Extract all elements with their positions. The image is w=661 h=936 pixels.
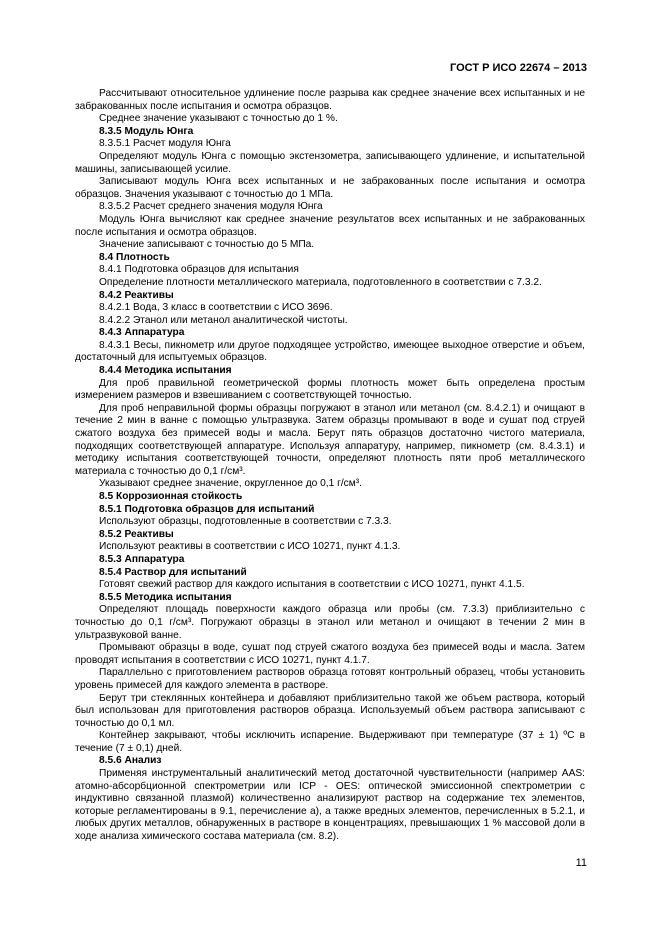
paragraph: Среднее значение указывают с точностью до 1 %. [99,113,338,125]
section-heading: 8.3.5 Модуль Юнга [99,125,194,137]
paragraph: Записывают модуль Юнга всех испытанных и не забракованных после испытания и осмотра образцов. Значения указывают с точностью до 1 МПа. [75,176,585,200]
paragraph: 8.3.5.1 Расчет модуля Юнга [99,138,231,150]
paragraph: Определяют площадь поверхности каждого образца или пробы (см. 7.3.3) приблизительно с точностью до 0,1 г/см³. Погружают образцы в этанол или метанол и очищают в течении 2 мин в ультразвуковой ванне. [75,604,585,641]
section-heading: 8.5 Коррозионная стойкость [99,491,243,502]
section-heading: 8.4.2 Реактивы [99,289,174,301]
paragraph: Используют образцы, подготовленные в соответствии с 7.3.3. [99,516,392,528]
section-heading: 8.5.3 Аппаратура [99,553,185,565]
paragraph: Модуль Юнга вычисляют как среднее значение результатов всех испытанных и не забракованных после испытания и осмотра образцов. [75,213,585,238]
section-heading: 8.4.3 Аппаратура [99,327,185,339]
section-heading: 8.5.4 Раствор для испытаний [99,566,247,578]
paragraph: Для проб неправильной формы образцы погружают в этанол или метанол (см. 8.4.2.1) и очищают в течение 2 мин в ванне с помощью ультразвука. Затем образцы промывают в воде и сушат под струей сжатого воздуха без примесей воды и масла. Берут пять образцов достаточно чистого материала, подходящих соответствующей аппаратуре. Используя аппаратуру, например, пикнометр (см. 8.4.3.1) и методику испытания соответствующей точности, определяют плотность пяти проб металлического материала с точностью до 0,1 г/см³. [75,402,585,477]
document-body [75,88,585,844]
paragraph: Берут три стеклянных контейнера и добавляют приблизительно такой же объем раствора, который был использован для приготовления растворов образца. Используемый объем раствора записывают с точностью до 0,1 мл. [75,692,585,729]
document-header: ГОСТ Р ИСО 22674 – 2013 [450,62,587,74]
paragraph: 8.4.3.1 Весы, пикнометр или другое подходящее устройство, имеющее выходное отверстие и объем, достаточный для испытуемых образцов. [75,339,585,364]
paragraph: Промывают образцы в воде, сушат под струей сжатого воздуха без примесей воды и масла. Затем проводят испытания в соответствии с ИСО 10271, пункт 4.1.7. [75,642,585,666]
paragraph: Параллельно с приготовлением растворов образца готовят контрольный образец, чтобы установить уровень примесей для каждого элемента в растворе. [75,667,585,691]
paragraph: 8.4.2.2 Этанол или метанол аналитической чистоты. [99,314,348,326]
section-heading: 8.5.6 Анализ [99,755,162,767]
section-heading: 8.5.5 Методика испытания [99,591,232,603]
paragraph: Используют реактивы в соответствии с ИСО 10271, пункт 4.1.3. [99,541,401,553]
paragraph: Определяют модуль Юнга с помощью экстензометра, записывающего удлинение, и испытательной машины, записывающей усилие. [75,150,585,175]
paragraph: Контейнер закрывают, чтобы исключить испарение. Выдерживают при температуре (37 ± 1) ºС в течение (7 ± 0,1) дней. [75,730,585,754]
page-number: 11 [575,857,587,869]
paragraph: Значение записывают с точностью до 5 МПа. [99,239,315,251]
paragraph: 8.4.2.1 Вода, 3 класс в соответствии с ИСО 3696. [99,302,333,314]
section-heading: 8.5.2 Реактивы [99,528,174,540]
paragraph: Указывают среднее значение, округленное до 0,1 г/см³. [99,478,362,490]
paragraph: Готовят свежий раствор для каждого испытания в соответствии с ИСО 10271, пункт 4.1.5. [99,579,525,591]
paragraph: Определение плотности металлического материала, подготовленного в соответствии с 7.3.2. [99,276,542,288]
paragraph: Для проб правильной геометрической формы плотность может быть определена простым измерением размеров и взвешиванием с соответствующей точностью. [75,377,585,402]
paragraph: Рассчитывают относительное удлинение после разрыва как среднее значение всех испытанных и не забракованных после испытания и осмотра образцов. [75,88,585,112]
paragraph: 8.3.5.2 Расчет среднего значения модуля Юнга [99,201,323,213]
paragraph: 8.4.1 Подготовка образцов для испытания [99,264,299,276]
paragraph: Применяя инструментальный аналитический метод достаточной чувствительности (например AAS: атомно-абсорбционной спектрометрии или ICP - OES: оптической эмиссионной спектрометрии с индуктивно связанной плазмой) количественно анализируют раствор на содержание тех элементов, которые регламентированы в 9.1, перечисление а), а также вредных элементов, перечисленных в 5.2.1, и любых других металлов, обнаруженных в растворе в концентрациях, превышающих 1 % массовой доли в ходе анализа химического состава материала (см. 8.2). [75,768,585,843]
section-heading: 8.5.1 Подготовка образцов для испытаний [99,503,315,515]
section-heading: 8.4 Плотность [99,251,170,263]
section-heading: 8.4.4 Методика испытания [99,365,232,377]
